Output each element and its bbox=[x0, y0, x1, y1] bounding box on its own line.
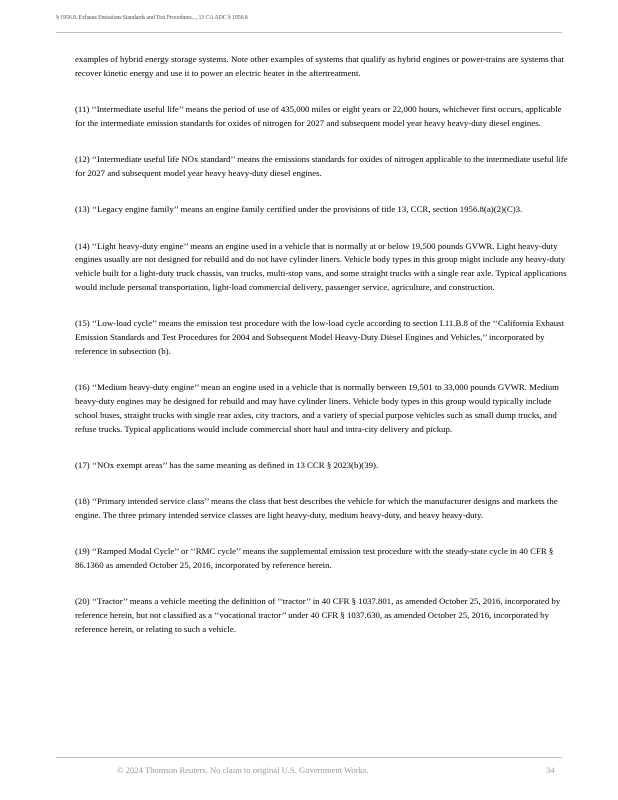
paragraph-13: (13) ‘‘Legacy engine family’’ means an engine family certified under the provisions of title 13, CCR, section 1956.8(a)(2)(C)3. bbox=[75, 204, 523, 215]
document-body bbox=[75, 53, 569, 637]
paragraph-20: (20) ‘‘Tractor’’ means a vehicle meeting the definition of ‘‘tractor’’ in 40 CFR § 1037.801, as amended October 25, 2016, incorporated by reference herein, but not classified as a ‘‘vocational tractor’’ under 40 CFR § 1037.630, as amended October 25, 2016, incorporated by reference herein, or relating to such a vehicle. bbox=[75, 596, 561, 634]
footer-copyright: © 2024 Thomson Reuters. No claim to original U.S. Government Works. bbox=[117, 765, 369, 775]
paragraph-12: (12) ‘‘Intermediate useful life NOx standard’’ means the emissions standards for oxides of nitrogen applicable to the intermediate useful life for 2027 and subsequent model year heavy heavy-duty diesel engines. bbox=[75, 154, 568, 178]
paragraph-14: (14) ‘‘Light heavy-duty engine’’ means an engine used in a vehicle that is normally at or below 19,500 pounds GVWR. Light heavy-duty engines usually are not designed for rebuild and do not have cylinder liners. Vehicle body types in this group might include any heavy-duty vehicle built for a light-duty truck chassis, van trucks, multi-stop vans, and some straight trucks with a single rear axle. Typical applications would include personal transportation, light-load commercial delivery, passenger service, agriculture, and construction. bbox=[75, 240, 567, 292]
header-divider bbox=[56, 32, 562, 33]
paragraph-11: (11) ‘‘Intermediate useful life’’ means the period of use of 435,000 miles or eight years or 22,000 hours, whichever first occurs, applicable for the intermediate emission standards for oxides of nitrogen for 2027 and subsequent model year heavy heavy-duty diesel engines. bbox=[75, 104, 562, 128]
paragraph-continuation: examples of hybrid energy storage systems. Note other examples of systems that qualify as hybrid engines or power-trains are systems that recover kinetic energy and use it to power an electric heater in the aftertreatment. bbox=[75, 54, 564, 78]
paragraph-19: (19) ‘‘Ramped Modal Cycle’’ or ‘‘RMC cycle’’ means the supplemental emission test procedure with the steady-state cycle in 40 CFR § 86.1360 as amended October 25, 2016, incorporated by reference herein. bbox=[75, 546, 554, 571]
paragraph-18: (18) ‘‘Primary intended service class’’ means the class that best describes the vehicle for which the manufacturer designs and markets the engine. The three primary intended service classes are light heavy-duty, medium heavy-duty, and heavy heavy-duty. bbox=[75, 496, 558, 520]
paragraph-16: (16) ‘‘Medium heavy-duty engine’’ mean an engine used in a vehicle that is normally between 19,501 to 33,000 pounds GVWR. Medium heavy-duty engines may be designed for rebuild and may have cylinder liners. Vehicle body types in this group would typically include school buses, straight trucks with single rear axles, city tractors, and a variety of special purpose vehicles such as small dump trucks, and refuse trucks. Typical applications would include commercial short haul and intra-city delivery and pickup. bbox=[75, 382, 559, 434]
footer-divider bbox=[56, 757, 562, 758]
paragraph-15: (15) ‘‘Low-load cycle’’ means the emission test procedure with the low-load cycle according to section I.11.B.8 of the ‘‘California Exhaust Emission Standards and Test Procedures for 2004 and Subsequent Model Heavy-Duty Diesel Engines and Vehicles,’’ incorporated by reference in subsection (b). bbox=[75, 318, 565, 356]
paragraph-17: (17) ‘‘NOx exempt areas’’ has the same meaning as defined in 13 CCR § 2023(b)(39). bbox=[75, 459, 379, 470]
page-number: 34 bbox=[546, 765, 555, 775]
running-head: § 1956.8. Exhaust Emissions Standards and Test Procedures..., 13 CA ADC § 1956.8 bbox=[56, 15, 248, 21]
